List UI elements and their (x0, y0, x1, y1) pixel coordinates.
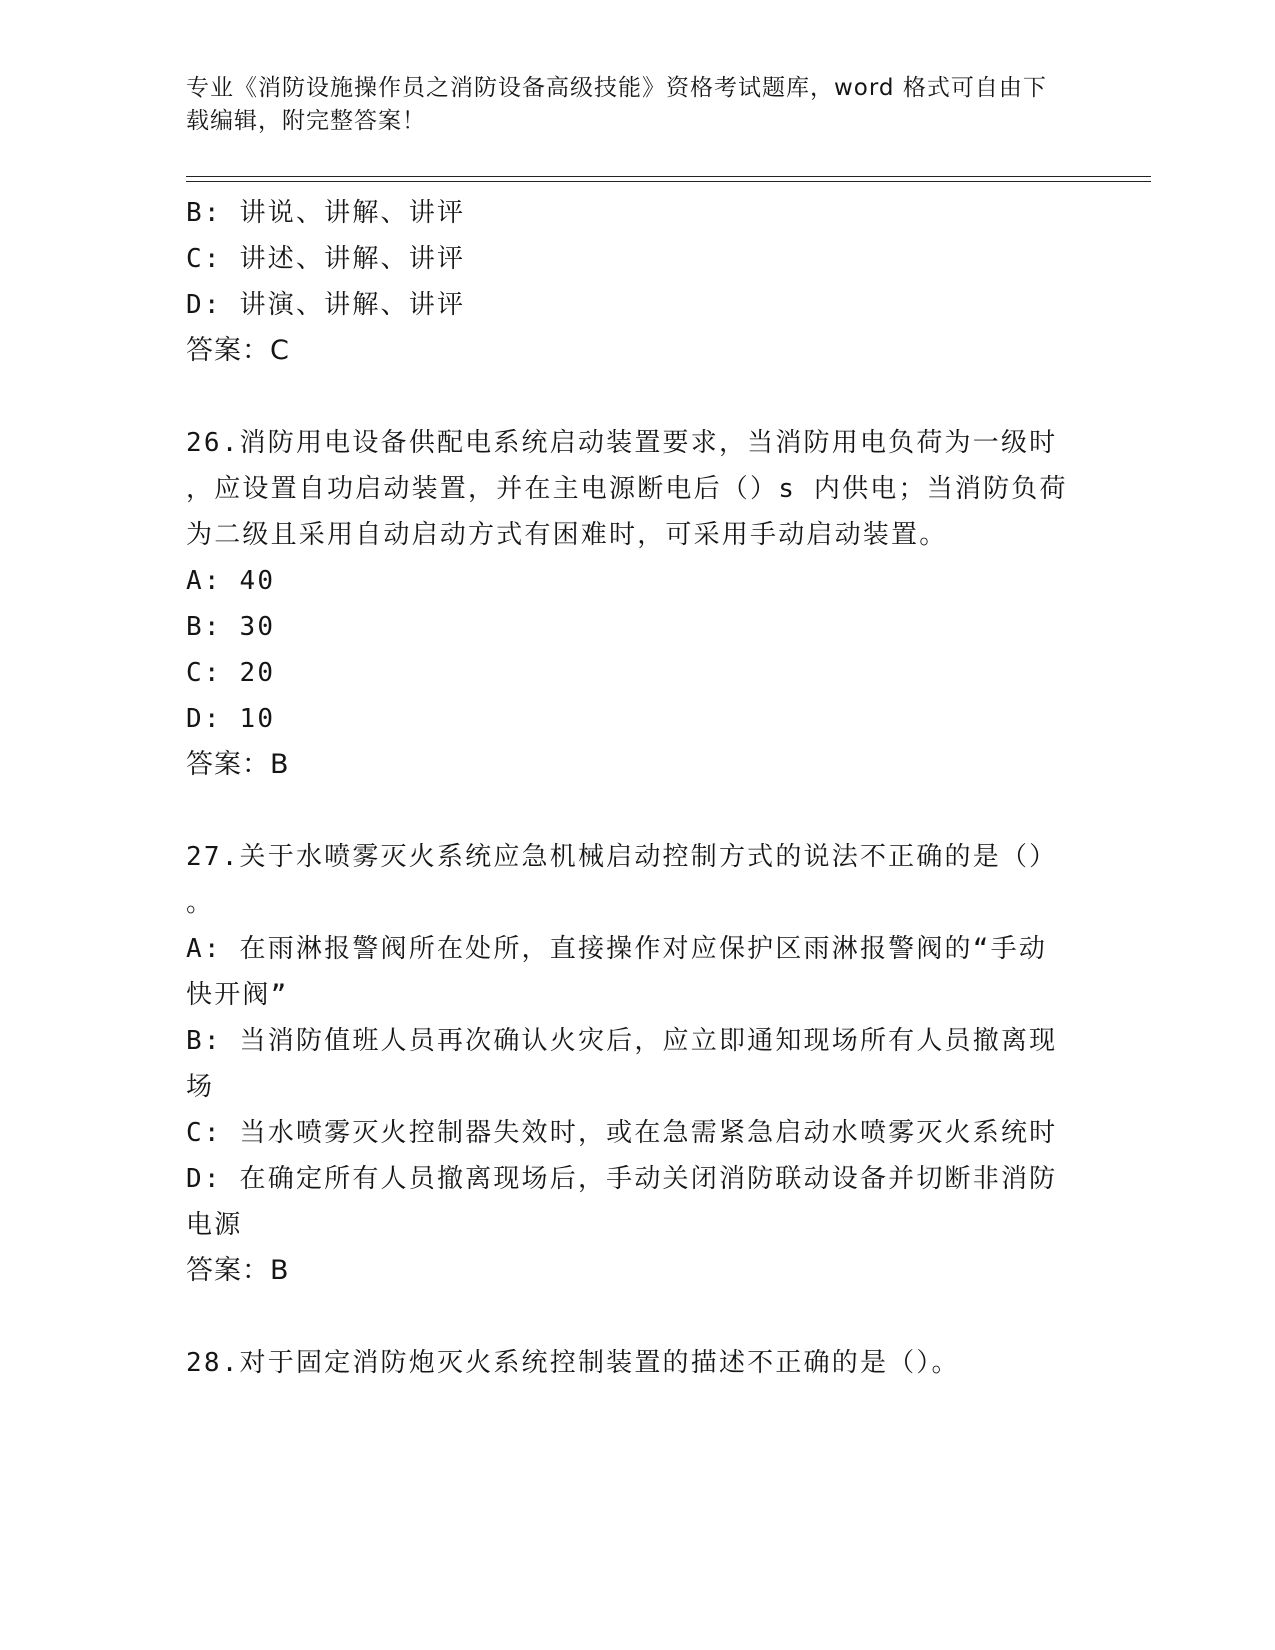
option: A: 在雨淋报警阀所在处所，直接操作对应保护区雨淋报警阀的“手动 (186, 934, 1048, 964)
question-stem: 。 (186, 888, 215, 918)
header-line: 载编辑，附完整答案！ (186, 108, 426, 134)
option: C: 讲述、讲解、讲评 (186, 244, 466, 274)
answer: 答案：B (186, 1255, 290, 1286)
question-stem: 26.消防用电设备供配电系统启动装置要求，当消防用电负荷为一级时 (186, 428, 1058, 458)
question-27 (186, 834, 1076, 1294)
option: 电源 (186, 1210, 243, 1240)
option: D: 讲演、讲解、讲评 (186, 290, 466, 320)
option: B: 讲说、讲解、讲评 (186, 198, 466, 228)
option: D: 10 (186, 704, 276, 734)
question-stem: 28.对于固定消防炮灭火系统控制装置的描述不正确的是（）。 (186, 1348, 960, 1378)
option: C: 当水喷雾灭火控制器失效时，或在急需紧急启动水喷雾灭火系统时 (186, 1118, 1058, 1148)
option: 场 (186, 1072, 215, 1102)
answer: 答案：C (186, 335, 290, 366)
header-line: 专业《消防设施操作员之消防设备高级技能》资格考试题库，word 格式可自由下 (186, 75, 1047, 101)
option: A: 40 (186, 566, 276, 596)
question-25-tail (186, 190, 1076, 374)
question-26 (186, 420, 1076, 788)
question-stem: ，应设置自功启动装置，并在主电源断电后（）s 内供电；当消防负荷 (186, 474, 1068, 504)
option: C: 20 (186, 658, 276, 688)
header-divider (186, 181, 1151, 182)
option: 快开阀” (186, 980, 289, 1010)
option: B: 当消防值班人员再次确认火灾后，应立即通知现场所有人员撤离现 (186, 1026, 1058, 1056)
document-header (186, 72, 1066, 138)
question-stem: 27.关于水喷雾灭火系统应急机械启动控制方式的说法不正确的是（） (186, 842, 1058, 872)
option: D: 在确定所有人员撤离现场后，手动关闭消防联动设备并切断非消防 (186, 1164, 1058, 1194)
question-28 (186, 1340, 1076, 1386)
option: B: 30 (186, 612, 276, 642)
answer: 答案：B (186, 749, 290, 780)
question-list (186, 190, 1076, 1386)
header-divider (186, 176, 1151, 177)
question-stem: 为二级且采用自动启动方式有困难时，可采用手动启动装置。 (186, 520, 948, 550)
